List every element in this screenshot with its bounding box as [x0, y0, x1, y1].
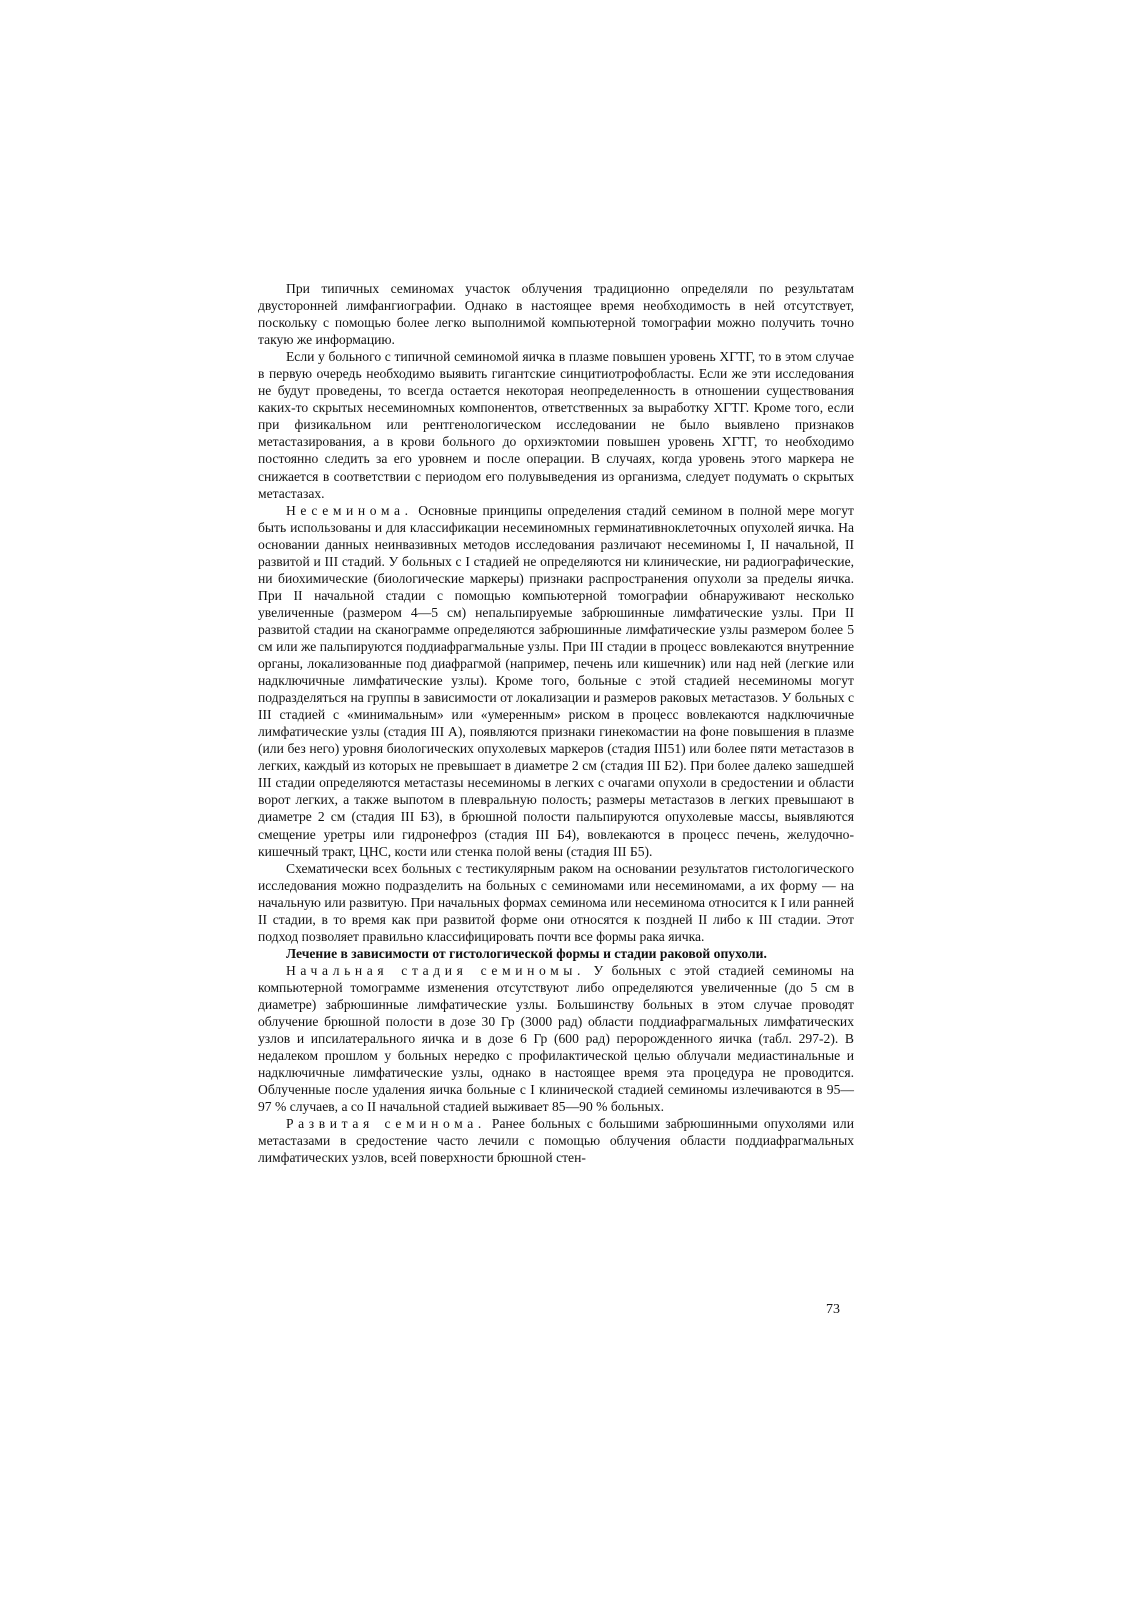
paragraph-seminoma-irradiation	[258, 280, 854, 348]
paragraph-advanced-seminoma	[258, 1115, 854, 1166]
section-lead: Несеминома.	[286, 502, 413, 518]
paragraph-text: Ранее больных с большими забрюшинными опухолями или метастазами в средостение часто лечили с помощью облучения области поддиафрагмальных лимфатических узлов, всей поверхности брюшной стен-	[258, 1116, 854, 1166]
paragraph-hcg-level	[258, 348, 854, 501]
paragraph-text: Если у больного с типичной семиномой яичка в плазме повышен уровень ХГТГ, то в этом случае в первую очередь необходимо выявить гигантские синцитиотрофобласты. Если же эти исследования не будут проведены, то всегда остается некоторая неопределенность в отношении существования каких-то скрытых несеминомных компонентов, ответственных за выработку ХГТГ. Кроме того, если при физикальном или рентгенологическом исследовании не было выявлено признаков метастазирования, а в крови больного до орхиэктомии повышен уровень ХГТГ, то необходимо постоянно следить за его уровнем и после операции. В случаях, когда уровень этого маркера не снижается в соответствии с периодом его полувыведения из организма, следует подумать о скрытых метастазах.	[258, 349, 854, 501]
paragraph-text: При типичных семиномах участок облучения традиционно определяли по результатам двусторонней лимфангиографии. Однако в настоящее время необходимость в ней отсутствует, поскольку с помощью более легко выполнимой компьютерной томографии можно получить точно такую же информацию.	[258, 281, 854, 348]
page-body	[258, 280, 854, 1166]
paragraph-text: Основные принципы определения стадий семином в полной мере могут быть использованы и для классификации несеминомных герминативноклеточных опухолей яичка. На основании данных неинвазивных методов исследования различают несеминомы I, II начальной, II развитой и III стадий. У больных с I стадией не определяются ни клинические, ни радиографические, ни биохимические (биологические маркеры) признаки распространения опухоли за пределы яичка. При II начальной стадии с помощью компьютерной томографии обнаруживают несколько увеличенные (размером 4—5 см) непальпируемые забрюшинные лимфатические узлы. При II развитой стадии на сканограмме определяются забрюшинные лимфатические узлы размером более 5 см или же пальпируются поддиафрагмальные узлы. При III стадии в процесс вовлекаются внутренние органы, локализованные под диафрагмой (например, печень или кишечник) или над ней (легкие или надключичные лимфатические узлы). Кроме того, больные с этой стадией несеминомы могут подразделяться на группы в зависимости от локализации и размеров раковых метастазов. У больных с III стадией с «минимальным» или «умеренным» риском в процесс вовлекаются надключичные лимфатические узлы (стадия III А), появляются признаки гинекомастии на фоне повышения в плазме (или без него) уровня биологических опухолевых маркеров (стадия III51) или более пяти метастазов в легких, каждый из которых не превышает в диаметре 2 см (стадия III Б2). При более далеко зашедшей III стадии определяются метастазы несеминомы в легких с очагами опухоли в средостении и области ворот легких, а также выпотом в плевральную полость; размеры метастазов в легких превышают в диаметре 2 см (стадия III Б3), в брюшной полости пальпируются опухолевые массы, выявляются смещение уретры или гидронефроз (стадия III Б4), вовлекаются в процесс печень, желудочно-кишечный тракт, ЦНС, кости или стенка полой вены (стадия III Б5).	[258, 502, 854, 859]
section-heading-treatment	[258, 945, 854, 962]
paragraph-text: Схематически всех больных с тестикулярным раком на основании результатов гистологического исследования можно подразделить на больных с семиномами или несеминомами, а их форму — на начальную или развитую. При начальных формах семинома или несеминома относится к I или ранней II стадии, в то время как при развитой форме они относятся к поздней II либо к III стадии. Этот подход позволяет правильно классифицировать почти все формы рака яичка.	[258, 860, 854, 944]
page-number: 73	[826, 1302, 840, 1317]
heading-text: Лечение в зависимости от гистологической формы и стадии раковой опухоли.	[286, 945, 767, 961]
paragraph-text: У больных с этой стадией семиномы на компьютерной томограмме изменения отсутствуют либо определяются увеличенные (до 5 см в диаметре) забрюшинные лимфатические узлы. Большинству больных в этом случае проводят облучение брюшной полости в дозе 30 Гр (3000 рад) области поддиафрагмальных лимфатических узлов и ипсилатерального яичка и в дозе 6 Гр (600 рад) перорожденного яичка (табл. 297-2). В недалеком прошлом у больных нередко с профилактической целью облучали медиастинальные и надключичные лимфатические узлы, однако в настоящее время эта процедура не проводится. Облученные после удаления яичка больные с I клинической стадией семиномы излечиваются в 95—97 % случаев, а со II начальной стадией выживает 85—90 % больных.	[258, 962, 854, 1115]
paragraph-nonseminoma	[258, 502, 854, 860]
paragraph-schematic-classification	[258, 860, 854, 945]
section-lead: Развитая семинома.	[286, 1116, 486, 1132]
paragraph-initial-seminoma	[258, 962, 854, 1115]
section-lead: Начальная стадия семиномы.	[286, 962, 586, 978]
